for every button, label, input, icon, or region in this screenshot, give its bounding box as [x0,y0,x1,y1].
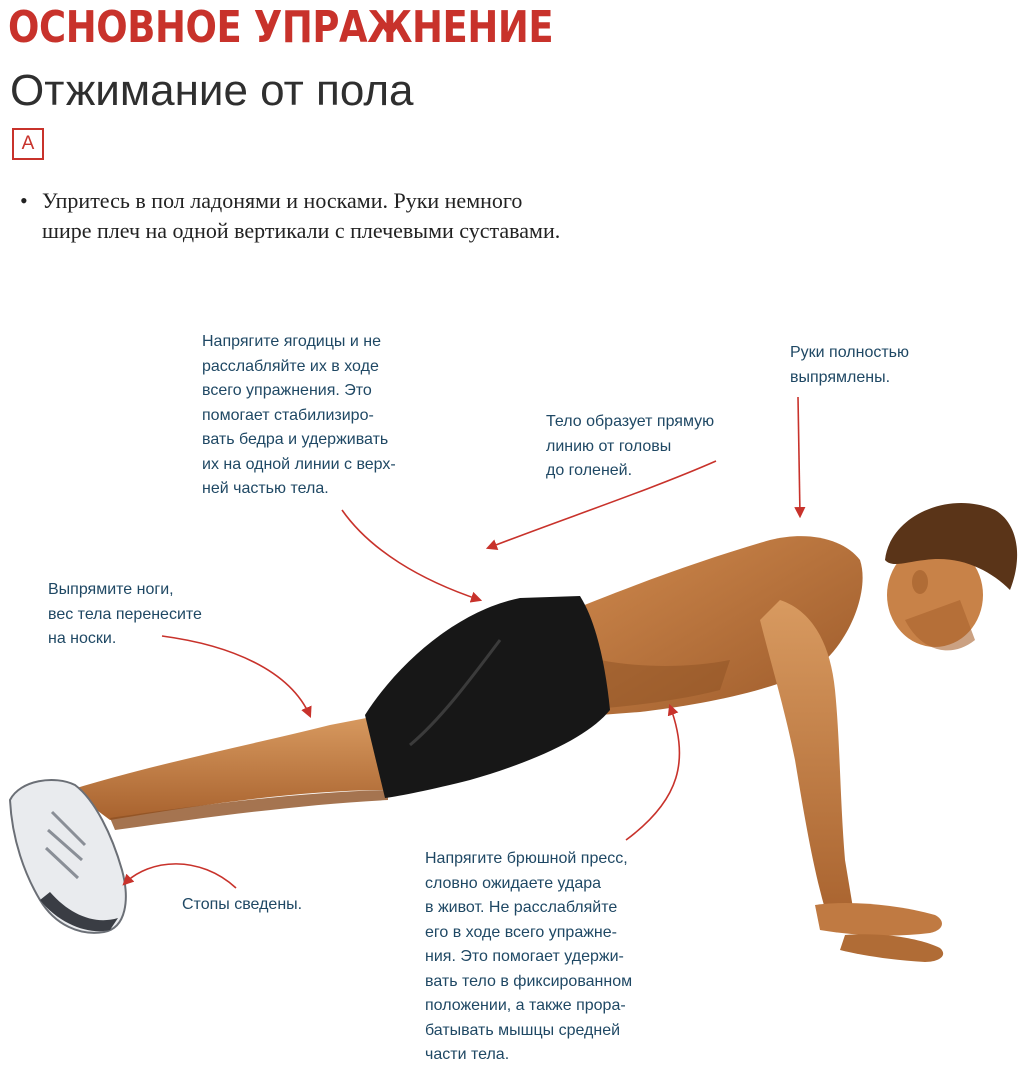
arrow-abs [626,706,680,840]
arrow-body-line [488,461,716,548]
callout-line: в живот. Не расслабляйте [425,899,618,916]
callout-line: вать бедра и удерживать [202,431,389,448]
callout-line: вать тело в фиксированном [425,972,633,990]
callout-line: расслабляйте их в ходе [202,357,379,375]
callout-line: помогает стабилизиро- [202,406,374,424]
callout-line: на носки. [48,630,117,647]
callout-line: Напрягите брюшной пресс, [425,850,628,867]
callout-line: Руки полностью [790,344,909,361]
step-badge: A [12,128,44,160]
callout-line: положении, а также прора- [425,997,626,1014]
callout-line: Напрягите ягодицы и не [202,333,381,350]
instruction-line: шире плеч на одной вертикали с плечевыми суставами. [42,218,561,243]
arrow-legs [162,636,310,716]
callout-line: Тело образует прямую [546,413,715,430]
instruction-line: Упритесь в пол ладонями и носками. Руки немного [42,188,523,213]
arrow-arms [798,397,800,516]
callout-line: ней частью тела. [202,480,329,497]
arrow-feet [124,864,236,888]
callout-line: вес тела перенесите [48,605,202,623]
arrow-glutes [342,510,480,600]
callout-line: их на одной линии с верх- [202,455,396,473]
callout-line: словно ожидаете удара [425,874,602,892]
callout-line: выпрямлены. [790,368,891,386]
callout-line: всего упражнения. Это [202,382,372,399]
callout-line: батывать мышцы средней [425,1021,621,1039]
callout-line: его в ходе всего упражне- [425,923,617,941]
bullet-mark: • [20,188,28,213]
section-label: ОСНОВНОЕ УПРАЖНЕНИЕ [8,2,554,53]
callout-line: Стопы сведены. [182,896,303,913]
callout-line: до голеней. [546,462,633,479]
callout-line: части тела. [425,1046,510,1063]
exercise-title: Отжимание от пола [10,66,414,115]
callout-line: линию от головы [546,437,672,455]
callout-line: ния. Это помогает удержи- [425,948,624,965]
callout-line: Выпрямите ноги, [48,581,174,598]
